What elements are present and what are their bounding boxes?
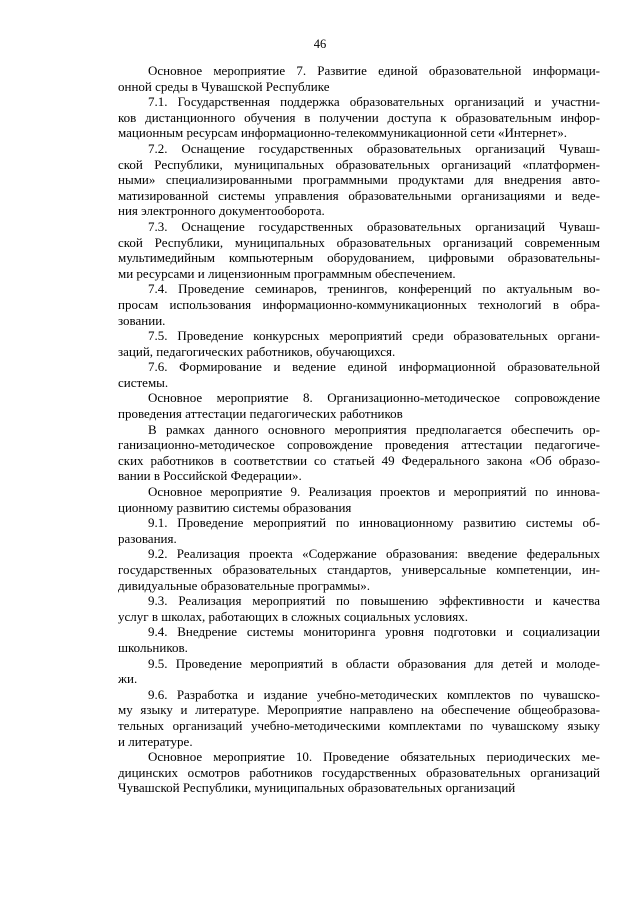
text-line: ционному развитию системы образования [118,499,352,515]
text-line: 9.1. Проведение мероприятий по инновационному развитию системы об- [148,515,600,531]
text-line: Основное мероприятие 9. Реализация проектов и мероприятий по иннова- [148,484,600,500]
text-line: 7.2. Оснащение государственных образовательных организаций Чуваш- [148,140,600,156]
text-line: ния электронного документооборота. [118,203,325,219]
text-line: В рамках данного основного мероприятия предполагается обеспечить ор- [148,421,600,437]
paragraph [118,687,600,749]
text-line: 9.2. Реализация проекта «Содержание образования: введение федеральных [148,546,600,562]
text-line: школьников. [118,639,188,655]
text-line: 9.5. Проведение мероприятий в области образования для детей и молоде- [148,655,600,671]
paragraph [118,94,600,141]
text-line: ков дистанционного обучения в получении доступа к образовательным инфор- [118,109,600,125]
text-line: проведения аттестации педагогических работников [118,406,403,422]
paragraph [118,390,600,421]
text-line: заций, педагогических работников, обучающихся. [118,343,396,359]
text-line: 7.6. Формирование и ведение единой информационной образовательной [148,359,600,375]
paragraph [118,328,600,359]
text-line: ганизационно-методическое сопровождение проведения аттестации педагогиче- [118,437,600,453]
text-line: ских работников в соответствии со статьей 49 Федерального закона «Об образо- [118,452,600,468]
text-line: 7.4. Проведение семинаров, тренингов, конференций по актуальным во- [148,281,600,297]
paragraph [118,515,600,546]
paragraph [118,749,600,796]
text-line: разования. [118,530,177,546]
paragraph [118,63,600,94]
text-line: дивидуальные образовательные программы». [118,577,371,593]
text-line: матизированной системы управления образовательными организациями и веде- [118,187,600,203]
text-line: Основное мероприятие 7. Развитие единой образовательной информаци- [148,63,600,78]
text-line: и литературе. [118,733,193,749]
text-line: тельных организаций учебно-методическими комплектами по чувашскому языку [118,717,600,733]
text-line: государственных образовательных стандартов, универсальные компетенции, ин- [118,562,600,577]
text-line: зовании. [118,312,166,328]
paragraph [118,656,600,687]
text-line: ми ресурсами и лицензионным программным обеспечением. [118,265,456,281]
text-line: услуг в школах, работающих в сложных социальных условиях. [118,608,468,624]
text-line: вании в Российской Федерации». [118,468,302,484]
paragraph [118,624,600,655]
text-line: Основное мероприятие 8. Организационно-методическое сопровождение [148,390,600,406]
page-number: 46 [313,37,327,51]
text-line: просам использования информационно-коммуникационных технологий в обра- [118,296,600,312]
paragraph [118,219,600,281]
paragraph [118,141,600,219]
text-line: Основное мероприятие 10. Проведение обязательных периодических ме- [148,749,600,765]
text-line: 9.6. Разработка и издание учебно-методических комплектов по чувашско- [148,686,600,702]
document-body [118,63,600,796]
text-line: системы. [118,374,169,390]
text-line: му языку и литературе. Мероприятие направлено на обеспечение общеобразова- [118,702,600,718]
text-line: ской Республики, муниципальных образовательных организаций современным [118,234,600,250]
text-line: мационным ресурсам информационно-телекоммуникационной сети «Интернет». [118,125,567,141]
text-line: 9.3. Реализация мероприятий по повышению эффективности и качества [148,593,600,609]
paragraph [118,281,600,328]
paragraph [118,359,600,390]
text-line: дицинских осмотров работников государственных образовательных организаций [118,764,600,780]
text-line: 7.1. Государственная поддержка образовательных организаций и участни- [148,94,600,110]
paragraph [118,422,600,484]
paragraph [118,593,600,624]
text-line: 9.4. Внедрение системы мониторинга уровня подготовки и социализации [148,624,600,640]
text-line: ными» специализированными программными продуктами для внедрения авто- [118,172,600,188]
text-line: Чувашской Республики, муниципальных образовательных организаций [118,780,516,796]
paragraph [118,546,600,593]
paragraph [118,484,600,515]
text-line: 7.3. Оснащение государственных образовательных организаций Чуваш- [148,218,600,234]
text-line: 7.5. Проведение конкурсных мероприятий среди образовательных органи- [148,328,600,344]
text-line: ской Республики, муниципальных образовательных организаций «платформен- [118,156,600,172]
text-line: онной среды в Чувашской Республике [118,78,330,94]
text-line: жи. [118,671,138,687]
text-line: мультимедийным компьютерным оборудованием, цифровыми образовательны- [118,250,600,266]
